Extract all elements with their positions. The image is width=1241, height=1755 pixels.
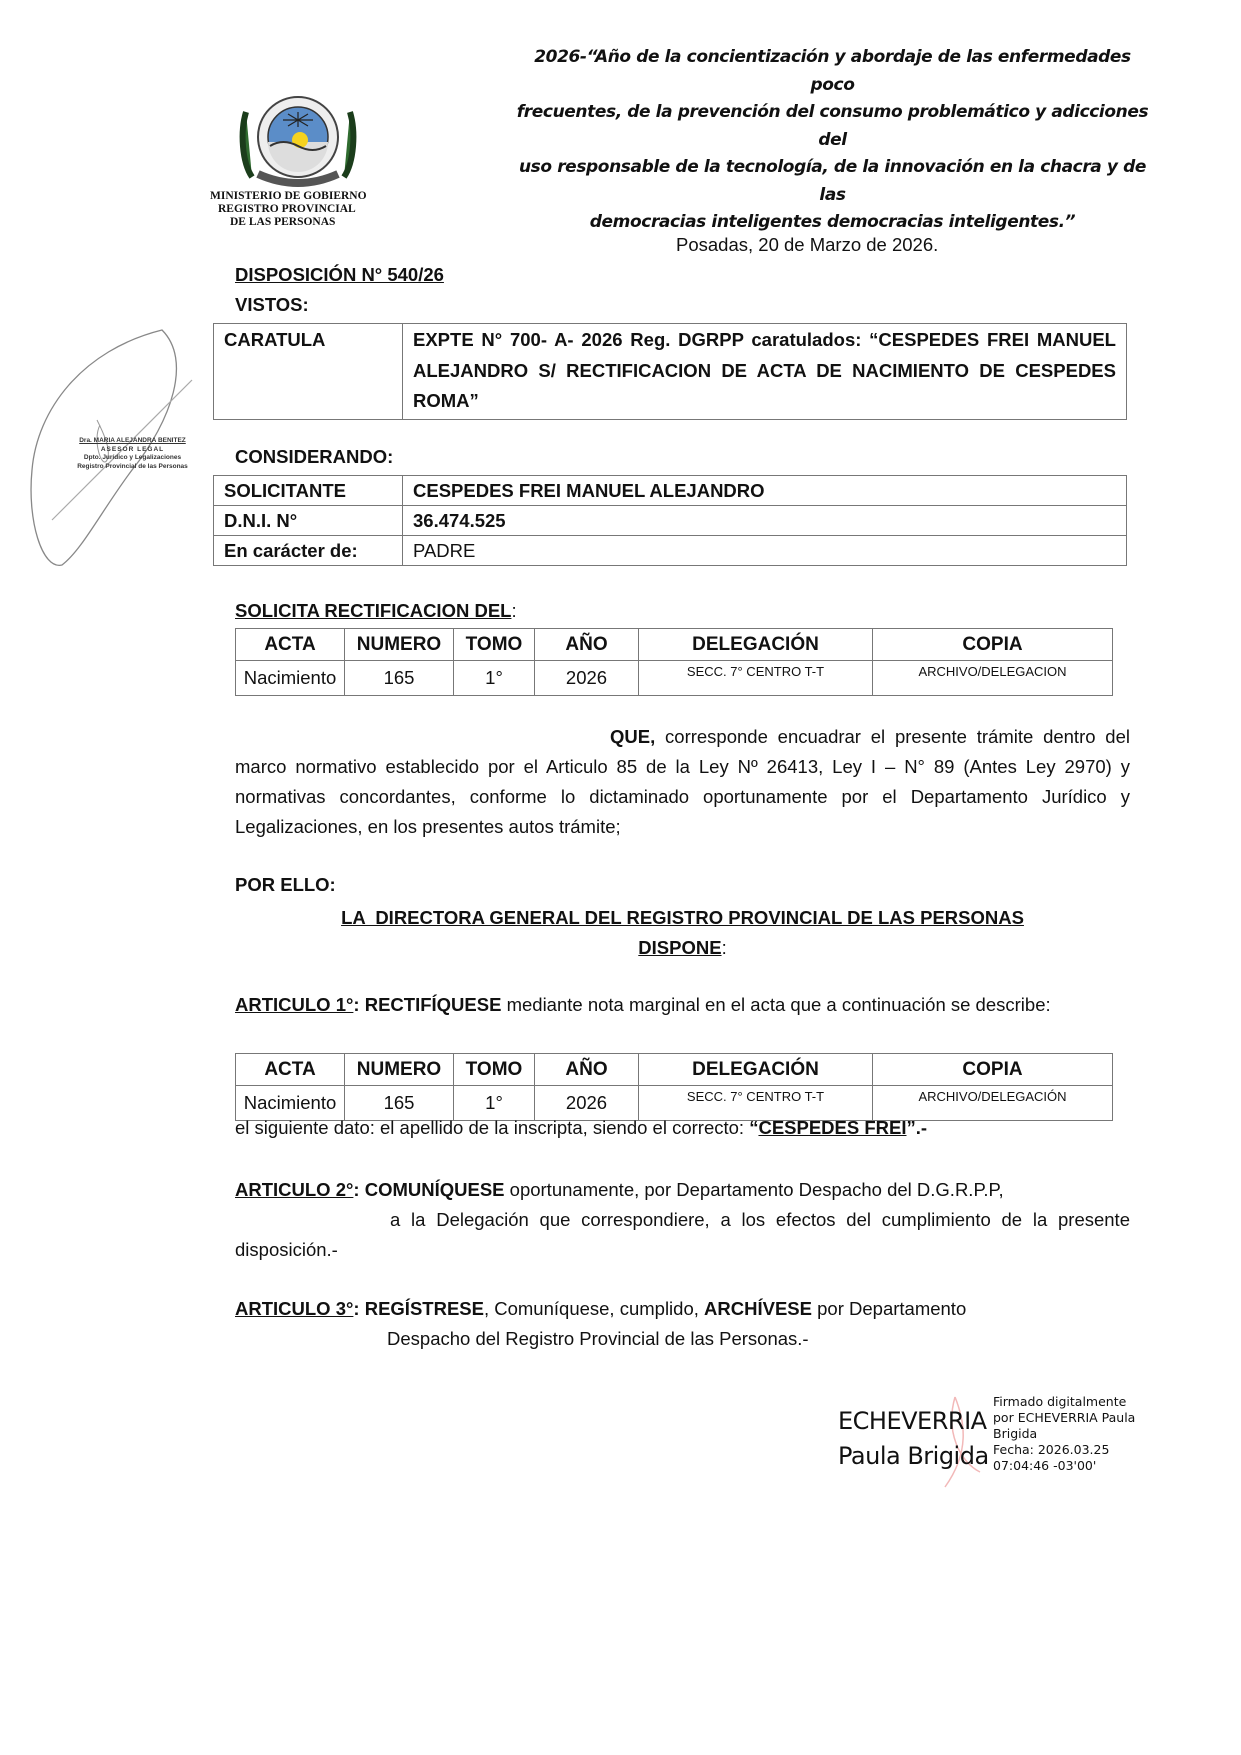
solicita-label: SOLICITA RECTIFICACION DEL (235, 600, 512, 621)
table-header-row (236, 629, 1113, 661)
provincia-de-misiones-crest-icon (238, 82, 358, 192)
place-date: Posadas, 20 de Marzo de 2026. (676, 234, 939, 255)
directora-line: LA DIRECTORA GENERAL DEL REGISTRO PROVINCIAL DE LAS PERSONAS (341, 907, 1024, 928)
column-header: ACTA (236, 629, 345, 661)
acta-table-request (235, 628, 1113, 696)
cell: 165 (345, 661, 454, 696)
disposicion-number: DISPOSICIÓN N° 540/26 (235, 264, 444, 285)
caratula-table (213, 323, 1127, 420)
signer-given-names: Paula Brigida (838, 1442, 989, 1470)
column-header: COPIA (873, 629, 1113, 661)
cell: 165 (345, 1086, 454, 1121)
column-header: TOMO (454, 1054, 535, 1086)
articulo-text: Despacho del Registro Provincial de las Personas.- (387, 1328, 809, 1349)
ministry-line: DE LAS PERSONAS (230, 216, 336, 228)
signer-surname: ECHEVERRIA (838, 1407, 987, 1435)
colon: : (353, 994, 365, 1015)
column-header: NUMERO (345, 1054, 454, 1086)
cell: 2026 (535, 1086, 639, 1121)
year-motto (515, 44, 1150, 237)
table-row (214, 506, 1127, 536)
articulo-verb: COMUNÍQUESE (364, 1179, 505, 1200)
motto-line: frecuentes, de la prevención del consumo problemático y adicciones del (516, 102, 1149, 150)
ministry-heading (210, 190, 390, 229)
articulo-verb: REGÍSTRESE (364, 1298, 484, 1319)
stamp-line: Dra. MARIA ALEJANDRA BENITEZ (79, 437, 186, 444)
column-header: ACTA (236, 1054, 345, 1086)
table-row (236, 1086, 1113, 1121)
que-paragraph (235, 722, 1130, 842)
correction-text: el siguiente dato: el apellido de la inscripta, siendo el correcto: (235, 1117, 750, 1138)
articulo-text: mediante nota marginal en el acta que a continuación se describe: (501, 994, 1051, 1015)
quote: ”.- (906, 1117, 928, 1138)
colon: : (511, 600, 517, 621)
articulo-2 (235, 1175, 1130, 1265)
articulo-label: ARTICULO 2° (235, 1179, 354, 1200)
cell: 1° (454, 1086, 535, 1121)
articulo-verb-2: ARCHÍVESE (704, 1298, 812, 1319)
articulo-text: , Comuníquese, cumplido, (483, 1298, 705, 1319)
articulo-label: ARTICULO 3° (235, 1298, 354, 1319)
articulo-text: a la Delegación que correspondiere, a los efectos del cumplimiento de la presente disposición.- (235, 1209, 1130, 1260)
signer-name (838, 1404, 989, 1474)
cell: Nacimiento (236, 1086, 345, 1121)
motto-line: uso responsable de la tecnología, de la innovación en la chacra y de las (518, 157, 1146, 205)
stamp-line: Registro Provincial de las Personas (77, 462, 188, 470)
solicita-heading (235, 600, 517, 622)
column-header: DELEGACIÓN (639, 629, 873, 661)
column-header: NUMERO (345, 629, 454, 661)
cell: 1° (454, 661, 535, 696)
table-row (214, 324, 1127, 420)
cell: 2026 (535, 661, 639, 696)
vistos-heading: VISTOS: (235, 294, 309, 315)
table-row (214, 536, 1127, 566)
caratula-label: CARATULA (214, 324, 403, 420)
articulo-text: por Departamento (811, 1298, 967, 1319)
cell: SECC. 7° CENTRO T-T (639, 661, 873, 696)
stamp-line: Dpto. Jurídico y Legalizaciones (83, 454, 182, 461)
correction-detail (235, 1117, 927, 1139)
row-value: PADRE (403, 536, 1127, 566)
column-header: DELEGACIÓN (639, 1054, 873, 1086)
legal-advisor-stamp (70, 437, 195, 471)
motto-line: democracias inteligentes democracias inteligentes.” (589, 212, 1076, 232)
signature-line: Brigida (993, 1426, 1038, 1441)
solicitante-table (213, 475, 1127, 566)
motto-line: 2026-“Año de la concientización y abordaje de las enfermedades poco (534, 47, 1131, 95)
ministry-line: REGISTRO PROVINCIAL (218, 203, 356, 215)
signature-time: 07:04:46 -03'00' (993, 1458, 1097, 1473)
caratula-value: EXPTE N° 700- A- 2026 Reg. DGRPP caratulados: “CESPEDES FREI MANUEL ALEJANDRO S/ RECTIFICACION DE ACTA DE NACIMIENTO DE CESPEDES ROMA” (403, 324, 1127, 420)
dispone-label: DISPONE (638, 937, 722, 958)
articulo-1 (235, 990, 1130, 1020)
correct-surname: CESPEDES FREI (758, 1117, 907, 1138)
table-row (236, 661, 1113, 696)
que-text: corresponde encuadrar el presente trámite dentro del marco normativo establecido por el Articulo 85 de la Ley Nº 26413, Ley I – N° 89 (Antes Ley 2970) y normativas concordantes, conforme lo dictaminado oportunamente por el Departamento Jurídico y Legalizaciones, en los presentes autos trámite; (235, 726, 1130, 837)
row-label: SOLICITANTE (214, 476, 403, 506)
column-header: AÑO (535, 1054, 639, 1086)
articulo-3 (235, 1294, 1130, 1354)
stamp-line: ASESOR LEGAL (100, 445, 165, 453)
colon: : (721, 937, 727, 958)
cell: SECC. 7° CENTRO T-T (639, 1086, 873, 1121)
row-label: En carácter de: (214, 536, 403, 566)
articulo-text: oportunamente, por Departamento Despacho del D.G.R.P.P, (504, 1179, 1004, 1200)
column-header: COPIA (873, 1054, 1113, 1086)
articulo-label: ARTICULO 1° (235, 994, 354, 1015)
signature-line: por ECHEVERRIA Paula (993, 1410, 1136, 1425)
cell: ARCHIVO/DELEGACION (873, 661, 1113, 696)
cell: ARCHIVO/DELEGACIÓN (873, 1086, 1113, 1121)
signature-date: Fecha: 2026.03.25 (993, 1442, 1110, 1457)
por-ello-heading: POR ELLO: (235, 874, 336, 895)
colon: : (353, 1179, 365, 1200)
table-row (214, 476, 1127, 506)
quote: “ (749, 1117, 759, 1138)
row-label: D.N.I. N° (214, 506, 403, 536)
cell: Nacimiento (236, 661, 345, 696)
que-lead: QUE, (610, 726, 656, 747)
column-header: AÑO (535, 629, 639, 661)
articulo-verb: RECTIFÍQUESE (364, 994, 502, 1015)
colon: : (353, 1298, 365, 1319)
signature-details (993, 1394, 1135, 1474)
signature-line: Firmado digitalmente (993, 1394, 1127, 1409)
table-header-row (236, 1054, 1113, 1086)
row-value: 36.474.525 (403, 506, 1127, 536)
acta-table-rectify (235, 1053, 1113, 1121)
column-header: TOMO (454, 629, 535, 661)
ministry-line: MINISTERIO DE GOBIERNO (210, 190, 367, 202)
row-value: CESPEDES FREI MANUEL ALEJANDRO (403, 476, 1127, 506)
considerando-heading: CONSIDERANDO: (235, 446, 394, 467)
directora-heading (235, 903, 1130, 963)
